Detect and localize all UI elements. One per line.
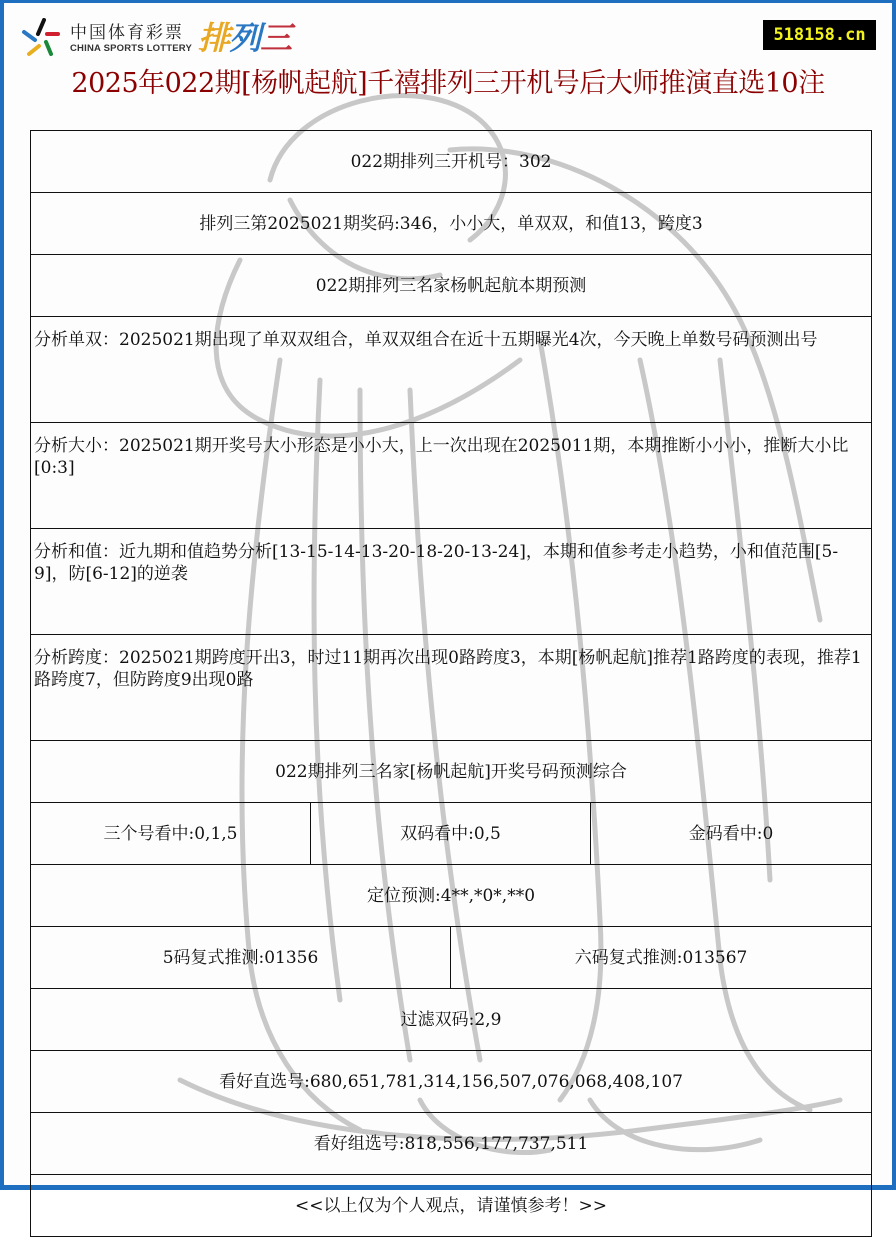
sum-analysis-cell: 分析和值：近九期和值趋势分析[13-15-14-13-20-18-20-13-24]，本期和值参考走小趋势，小和值范围[5-9]，防[6-12]的逆袭 bbox=[31, 529, 872, 635]
table-row bbox=[31, 1051, 872, 1113]
table-row bbox=[31, 989, 872, 1051]
odd-even-analysis-cell: 分析单双：2025021期出现了单双双组合，单双双组合在近十五期曝光4次，今天晚上单数号码预测出号 bbox=[31, 317, 872, 423]
span-analysis-cell: 分析跨度：2025021期跨度开出3，时过11期再次出现0路跨度3，本期[杨帆起航]推荐1路跨度的表现，推荐1路跨度7，但防跨度9出现0路 bbox=[31, 635, 872, 741]
game-name-pl3 bbox=[198, 20, 291, 56]
table-row bbox=[31, 1113, 872, 1175]
table-row bbox=[31, 803, 872, 865]
table-row bbox=[31, 1175, 872, 1237]
game-name-char-1: 排 bbox=[198, 19, 230, 57]
table-row bbox=[31, 423, 872, 529]
table-row bbox=[31, 741, 872, 803]
china-sports-lottery-star-icon bbox=[20, 18, 62, 58]
game-name-char-2: 列 bbox=[229, 19, 261, 57]
summary-heading-cell: 022期排列三名家[杨帆起航]开奖号码预测综合 bbox=[31, 741, 872, 803]
game-name-char-3: 三 bbox=[260, 19, 292, 57]
big-small-analysis-cell: 分析大小：2025021期开奖号大小形态是小小大，上一次出现在2025011期，本期推断小小小，推断大小比[0:3] bbox=[31, 423, 872, 529]
two-numbers-cell: 双码看中:0,5 bbox=[311, 803, 591, 865]
table-row bbox=[31, 635, 872, 741]
machine-number-cell: 022期排列三开机号：302 bbox=[31, 131, 872, 193]
position-prediction-cell: 定位预测:4**,*0*,**0 bbox=[31, 865, 872, 927]
prediction-table bbox=[30, 130, 872, 1237]
logo-english-name: CHINA SPORTS LOTTERY bbox=[70, 42, 193, 54]
six-code-cell: 六码复式推测:013567 bbox=[451, 927, 872, 989]
group-picks-cell: 看好组选号:818,556,177,737,511 bbox=[31, 1113, 872, 1175]
table-row bbox=[31, 865, 872, 927]
table-row bbox=[31, 255, 872, 317]
page-title: 2025年022期[杨帆起航]千禧排列三开机号后大师推演直选10注 bbox=[71, 68, 825, 99]
table-row bbox=[31, 131, 872, 193]
page-header bbox=[0, 0, 896, 120]
gold-number-cell: 金码看中:0 bbox=[591, 803, 872, 865]
prediction-heading-cell: 022期排列三名家杨帆起航本期预测 bbox=[31, 255, 872, 317]
direct-picks-cell: 看好直选号:680,651,781,314,156,507,076,068,408,107 bbox=[31, 1051, 872, 1113]
logo-text bbox=[70, 23, 192, 54]
logo-chinese-name: 中国体育彩票 bbox=[70, 22, 184, 43]
five-code-cell: 5码复式推测:01356 bbox=[31, 927, 451, 989]
disclaimer-cell: <<以上仅为个人观点，请谨慎参考！>> bbox=[31, 1175, 872, 1237]
three-numbers-cell: 三个号看中:0,1,5 bbox=[31, 803, 311, 865]
table-row bbox=[31, 317, 872, 423]
table-row bbox=[31, 927, 872, 989]
filter-pairs-cell: 过滤双码:2,9 bbox=[31, 989, 872, 1051]
last-draw-cell: 排列三第2025021期奖码:346，小小大，单双双，和值13，跨度3 bbox=[31, 193, 872, 255]
site-domain-badge[interactable]: 518158.cn bbox=[763, 20, 876, 50]
table-row bbox=[31, 193, 872, 255]
table-row bbox=[31, 529, 872, 635]
china-sports-lottery-logo[interactable] bbox=[20, 18, 291, 58]
